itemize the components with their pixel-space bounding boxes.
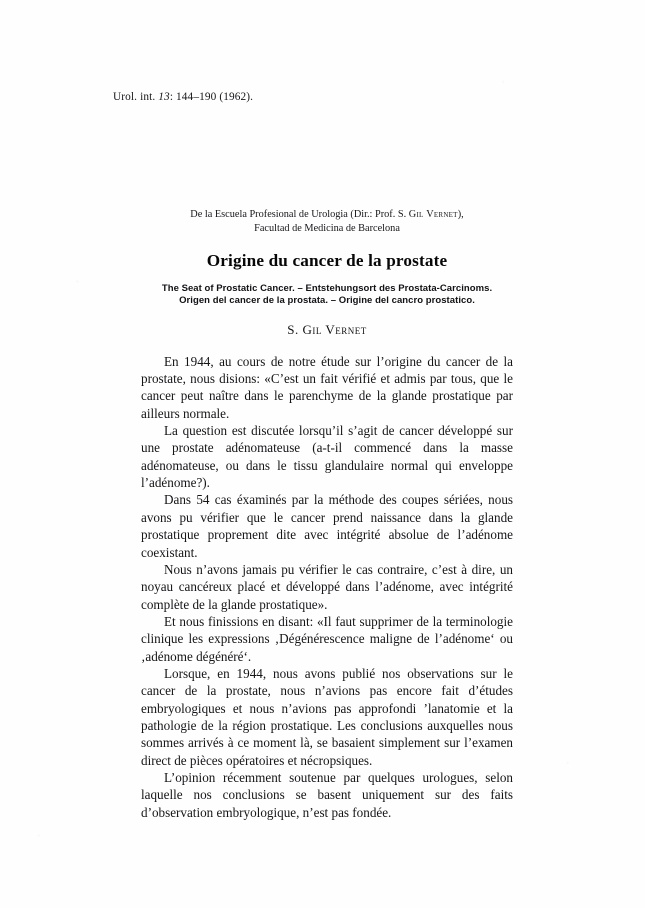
paragraph: La question est discutée lorsqu’il s’agit de cancer développé sur une prostate adénomateuse (a-t-il commencé dans la masse adénomateuse, ou dans le tissu glandulaire normal qui enveloppe l’adénome?). [141,423,513,491]
paragraph: Dans 54 cas éxaminés par la méthode des coupes sériées, nous avons pu vérifier que le cancer prend naissance dans la glande prostatique proprement dite avec intégrité absolue de l’adénome coexistant. [141,492,513,560]
affiliation-block [141,208,513,236]
article-author: S. Gil Vernet [287,321,367,337]
article-content [141,0,513,821]
affiliation-line-1 [141,208,513,222]
affiliation-suffix: ), [457,209,464,220]
affiliation-line-2: Facultad de Medicina de Barcelona [254,223,400,235]
paragraph: Nous n’avons jamais pu vérifier le cas contraire, c’est à dire, un noyau cancéreux placé et développé dans l’adénome, avec intégrité complète de la glande prostatique». [141,561,513,612]
paragraph: En 1944, au cours de notre étude sur l’origine du cancer de la prostate, nous disions: «C’est un fait vérifié et admis par tous, que le cancer peut naître dans le parenchyme de la glande prostatique par ailleurs normale. [141,353,513,421]
journal-pages: : 144–190 (1962). [169,91,254,103]
affiliation-director-name: Gil Vernet [408,209,458,220]
subtitle-line-2: Origen del cancer de la prostata. – Origine del cancro prostatico. [179,295,475,307]
subtitle-line-1: The Seat of Prostatic Cancer. – Entstehungsort des Prostata-Carcinoms. [161,282,493,294]
paragraph: Lorsque, en 1944, nous avons publié nos observations sur le cancer de la prostate, nous n’avions pas encore fait d’études embryologiques et nous n’avions pas approfondi ’lanatomie et la pathologie de la région prostatique. Les conclusions auxquelles nous sommes arrivés à ce moment là, se basaient simplement sur l’examen direct de pièces opératoires et nécropsiques. [141,665,513,768]
article-body [141,353,513,821]
affiliation-prefix: De la Escuela Profesional de Urologia (Dir.: Prof. S. [190,209,409,220]
article-subtitles [141,283,513,308]
paragraph: L’opinion récemment soutenue par quelques urologues, selon laquelle nos conclusions se basent uniquement sur des faits d’observation embryologique, n’est pas fondée. [141,769,513,820]
article-title: Origine du cancer de la prostate [206,251,448,271]
paragraph: Et nous finissions en disant: «Il faut supprimer de la terminologie clinique les expressions ‚Dégénérescence maligne de l’adénome‘ ou ‚adénome dégénéré‘. [141,613,513,664]
journal-volume: 13 [158,91,170,103]
journal-name: Urol. int. [113,91,156,103]
